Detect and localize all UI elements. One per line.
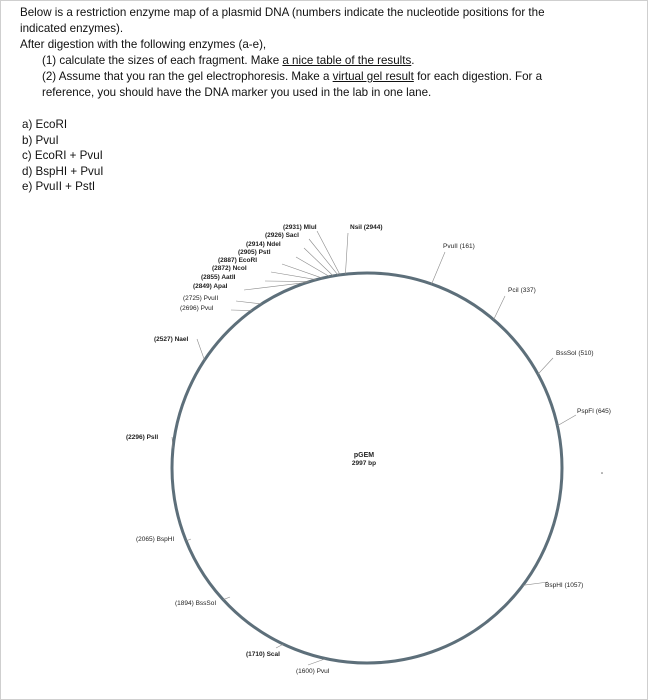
- site-leader-line: [432, 252, 445, 284]
- site-label: (1894) BssSoI: [175, 600, 217, 607]
- site-leader-line: [271, 272, 317, 280]
- site-leader-line: [494, 296, 505, 320]
- site-label: (2926) SacI: [265, 232, 299, 239]
- choice-e: e) PvuII + PstI: [22, 180, 96, 193]
- site-leader-line: [557, 415, 576, 426]
- instruction-1-underlined: a nice table of the results: [282, 54, 412, 67]
- site-label: (2725) PvuII: [183, 295, 219, 302]
- site-label: (2296) PslI: [126, 434, 159, 441]
- intro-line-2: indicated enzymes).: [20, 22, 124, 35]
- choice-a: a) EcoRI: [22, 118, 68, 131]
- intro-line-3: After digestion with the following enzymes (a-e),: [20, 38, 267, 51]
- site-label: (2914) NdeI: [246, 241, 281, 248]
- site-label: (2905) PstI: [238, 249, 271, 256]
- intro-line-1: Below is a restriction enzyme map of a plasmid DNA (numbers indicate the nucleotide positions for the: [20, 6, 545, 19]
- instruction-1-text: (1) calculate the sizes of each fragment. Make: [42, 54, 283, 67]
- site-label: PciI (337): [508, 287, 536, 294]
- site-label: (2872) NcoI: [212, 265, 247, 272]
- instruction-2-text: (2) Assume that you ran the gel electrophoresis. Make a: [42, 70, 333, 83]
- site-label: (2065) BspHI: [136, 536, 175, 543]
- site-label: (2849) ApaI: [193, 283, 228, 290]
- choice-d: d) BspHI + PvuI: [22, 164, 104, 178]
- instruction-2-underlined: virtual gel result: [332, 70, 414, 83]
- plasmid-size: 2997 bp: [351, 460, 377, 467]
- site-leader-line: [345, 233, 348, 274]
- instruction-1-end: .: [411, 54, 415, 67]
- choice-b: b) PvuI: [22, 133, 59, 147]
- site-label: PspFI (645): [577, 408, 611, 415]
- site-label: (2887) EcoRI: [218, 257, 258, 264]
- plasmid-name: pGEM: [353, 452, 375, 459]
- site-label: (2696) PvuI: [180, 305, 214, 312]
- choice-c: c) EcoRI + PvuI: [22, 149, 103, 162]
- site-label: (1710) ScaI: [246, 651, 280, 658]
- site-leader-line: [538, 358, 553, 374]
- plasmid-circle: [172, 273, 562, 663]
- site-leader-line: [231, 310, 252, 311]
- site-label: NsiI (2944): [350, 224, 383, 231]
- site-leader-line: [265, 281, 310, 282]
- restriction-sites: [126, 224, 611, 675]
- site-leader-line: [282, 264, 322, 278]
- site-leader-line: [308, 659, 326, 665]
- stray-dot: [601, 472, 603, 474]
- site-leader-line: [197, 339, 205, 360]
- site-label: BspHI (1057): [545, 582, 584, 589]
- site-leader-line: [276, 644, 283, 648]
- instruction-2-cont: reference, you should have the DNA marker you used in the lab in one lane.: [42, 86, 432, 99]
- site-label: (2855) AatII: [201, 274, 236, 281]
- site-leader-line: [223, 597, 230, 600]
- site-leader-line: [296, 257, 330, 277]
- site-label: PvuII (161): [443, 243, 475, 250]
- site-label: BssSoI (510): [556, 350, 594, 357]
- site-label: (1600) PvuI: [296, 668, 330, 675]
- site-label: (2931) MluI: [283, 224, 317, 231]
- site-label: (2527) NaeI: [154, 336, 189, 343]
- site-leader-line: [304, 248, 333, 276]
- instruction-2-end: for each digestion. For a: [413, 70, 543, 83]
- site-leader-line: [236, 301, 262, 304]
